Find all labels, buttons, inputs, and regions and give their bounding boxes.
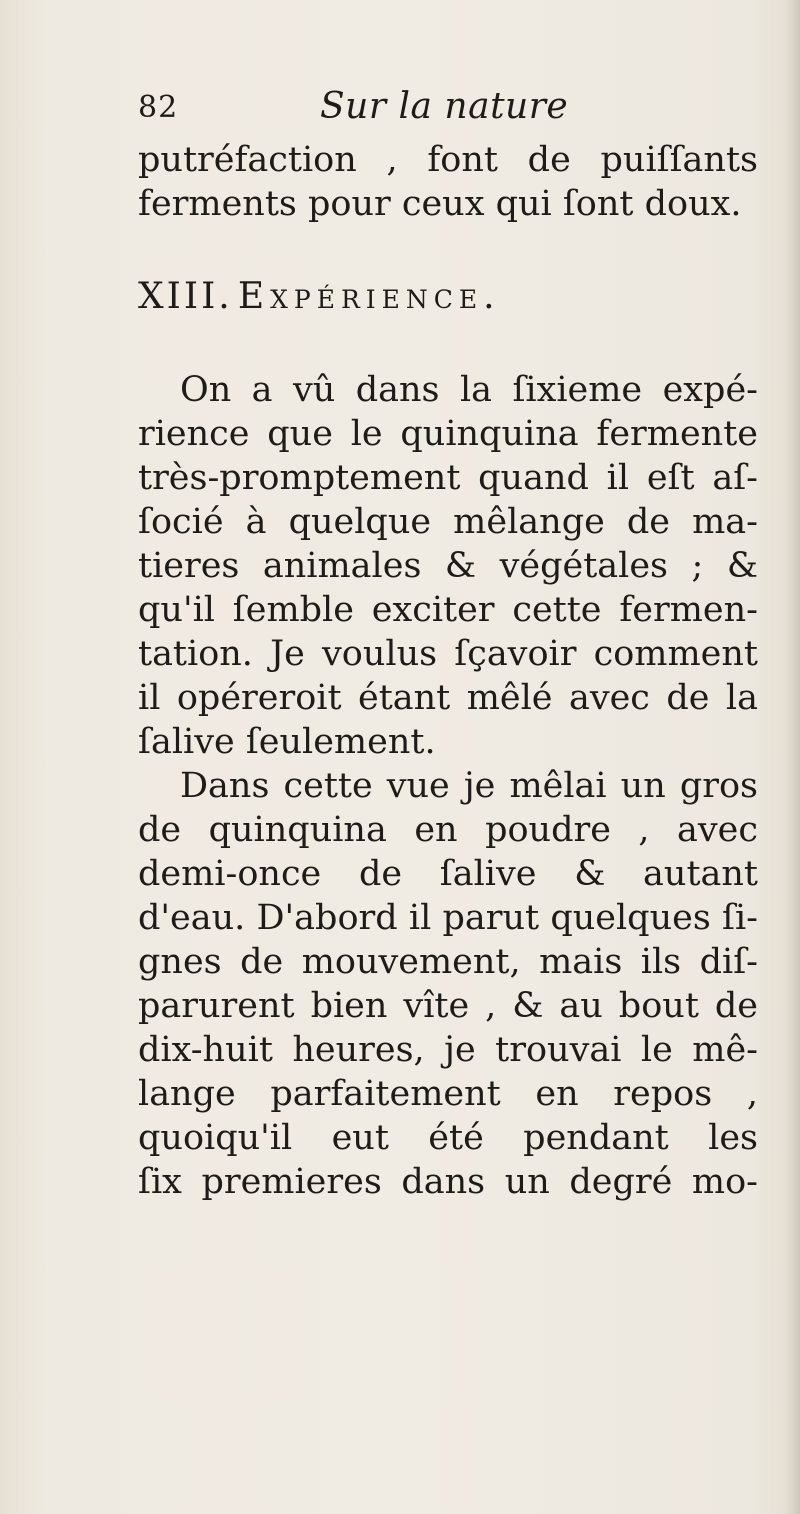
section-heading: [138, 276, 698, 332]
section-title: Expérience.: [237, 276, 501, 317]
section-numeral: XIII.: [138, 276, 233, 317]
paragraph-1: [138, 368, 758, 764]
text-line: ſocié à quelque mêlange de ma-: [138, 502, 758, 542]
text-line: très-promptement quand il eſt aſ-: [138, 458, 758, 498]
text-line: gnes de mouvement, mais ils diſ-: [138, 942, 758, 982]
text-line: de quinquina en poudre , avec: [138, 810, 758, 850]
running-title: Sur la nature: [320, 86, 569, 127]
page-number: 82: [138, 90, 179, 125]
text-line: dix-huit heures, je trouvai le mê-: [138, 1030, 758, 1070]
text-line: lange parfaitement en repos ,: [138, 1074, 758, 1114]
text-line: qu'il ſemble exciter cette fermen-: [138, 590, 758, 630]
text-line: parurent bien vîte , & au bout de: [138, 986, 758, 1026]
text-line: On a vû dans la ſixieme expé-: [180, 370, 758, 410]
text-line: putréfaction , font de puiſſants: [138, 140, 758, 180]
text-line: il opéreroit étant mêlé avec de la: [138, 678, 758, 718]
paragraph-2: [138, 764, 758, 1204]
text-line: tieres animales & végétales ; &: [138, 546, 758, 586]
text-line: Dans cette vue je mêlai un gros: [180, 766, 758, 806]
page-edge-shadow: [786, 0, 800, 1514]
text-line: ſalive ſeulement.: [138, 722, 436, 762]
text-line: demi-once de ſalive & autant: [138, 854, 758, 894]
text-line: quoiqu'il eut été pendant les: [138, 1118, 758, 1158]
text-line: ſix premieres dans un degré mo-: [138, 1162, 758, 1202]
text-line: tation. Je voulus ſçavoir comment: [138, 634, 758, 674]
body-text: [138, 368, 758, 1204]
intro-text: [138, 138, 758, 226]
text-line: d'eau. D'abord il parut quelques ſi-: [138, 898, 758, 938]
text-line: ferments pour ceux qui ſont doux.: [138, 184, 742, 224]
text-line: rience que le quinquina fermente: [138, 414, 758, 454]
page-header: [138, 86, 738, 136]
